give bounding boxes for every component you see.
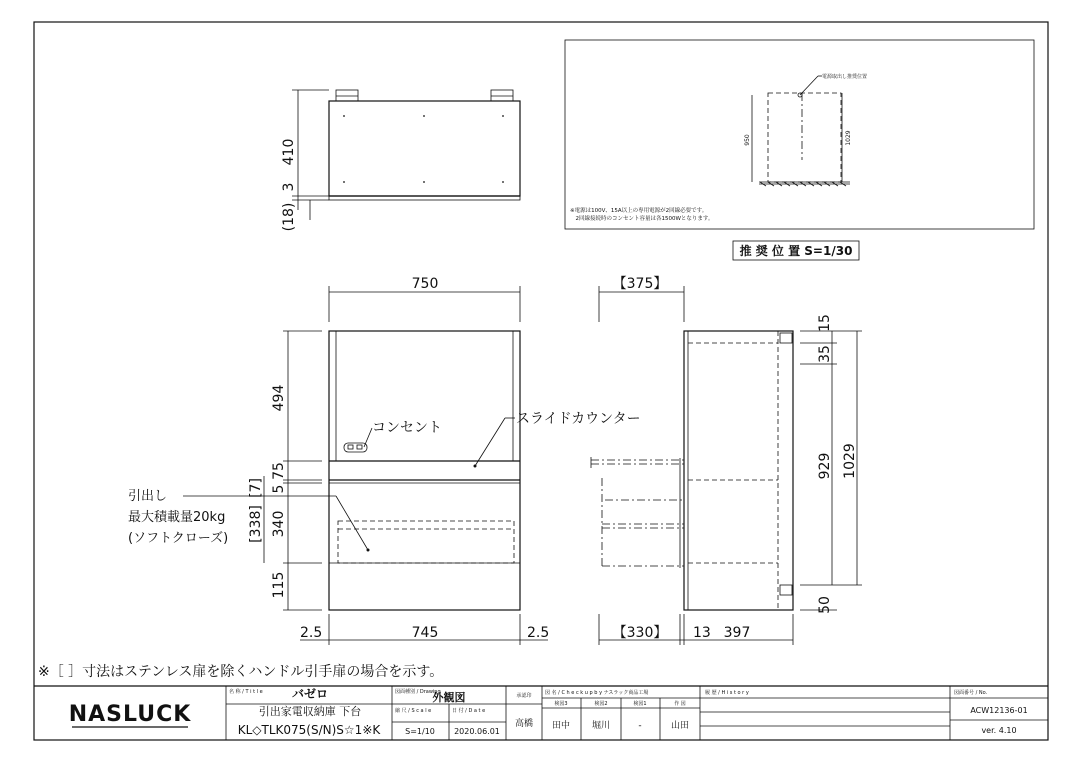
- dim-top-410: 410: [281, 138, 297, 166]
- check-val-1: 田中: [551, 721, 571, 731]
- logo: NASLUCK: [68, 702, 192, 727]
- dim-bw-745: 745: [411, 625, 439, 641]
- title-sub: 引出家電収納庫 下台: [258, 705, 362, 718]
- scale-value: S=1/10: [405, 727, 435, 736]
- front-view: [128, 276, 641, 645]
- check-col-3: 検図1: [633, 701, 647, 707]
- title-block: [34, 686, 1048, 740]
- check-val-2: 堀川: [591, 721, 611, 731]
- version: ver. 4.10: [981, 726, 1017, 735]
- title-label: 名 称 / T i t l e: [229, 689, 263, 695]
- check-val-4: 山田: [670, 721, 690, 731]
- rec-note-1: ※電源は100V、15A以上の専用電源が2回線必要です。: [570, 208, 708, 214]
- dim-r-35: 35: [817, 345, 833, 363]
- dim-h-338: [338]: [248, 505, 264, 543]
- dim-h-115: 115: [271, 571, 287, 599]
- drawing-value: 外観図: [432, 691, 466, 704]
- history-label: 履 歴 / H i s t o r y: [705, 690, 749, 696]
- check-col-2: 検図2: [594, 701, 608, 707]
- check-col-4: 作 図: [674, 701, 686, 707]
- label-drawer-1: 引出し: [128, 489, 168, 504]
- check-col-1: 検図3: [554, 701, 568, 707]
- date-value: 2020.06.01: [454, 727, 500, 736]
- recommend-box: [565, 40, 1034, 260]
- side-view: [591, 276, 862, 645]
- dim-side-330: 【330】: [612, 625, 668, 641]
- rec-caption: 推 奨 位 置 S=1/30: [739, 244, 853, 258]
- dim-bw-2-5b: 2.5: [527, 625, 550, 641]
- date-label: 日 付 / D a t e: [452, 708, 486, 714]
- dim-side-375: 【375】: [612, 276, 668, 292]
- dim-r-1029: 1029: [842, 443, 858, 479]
- rec-dim-950: 950: [744, 134, 751, 146]
- outlet-icon: [344, 443, 367, 452]
- dim-top-18: (18): [281, 202, 297, 232]
- dim-r-15: 15: [817, 314, 833, 332]
- drawing-no-label: 図面番号 / No.: [954, 690, 988, 696]
- dim-side-397: 397: [723, 625, 751, 641]
- check-label: 図 名 / C h e c k u p b y ナスラック商品工場: [545, 690, 649, 696]
- outlet-pos-label: 電源取出し推奨位置: [822, 74, 868, 80]
- dim-h-494: 494: [271, 384, 287, 412]
- dim-h-340: 340: [271, 510, 287, 538]
- dim-h-75: 75: [271, 462, 287, 480]
- footnote: ※［ ］寸法はステンレス扉を除くハンドル引手扉の場合を示す。: [38, 664, 444, 680]
- drawing-label: 図面種別 / Drawing: [395, 689, 441, 695]
- label-drawer-3: (ソフトクローズ): [128, 531, 229, 546]
- dim-w-750: 750: [411, 276, 439, 292]
- dim-h-5: 5: [271, 484, 287, 494]
- dim-bw-2-5a: 2.5: [300, 625, 323, 641]
- dim-r-929: 929: [817, 452, 833, 480]
- label-drawer-2: 最大積載量20kg: [128, 510, 226, 525]
- approver-label: 承認印: [516, 693, 532, 699]
- drawing-no-value: ACW12136-01: [970, 706, 1028, 715]
- dim-r-50: 50: [817, 596, 833, 614]
- label-outlet: コンセント: [372, 420, 442, 436]
- approver-value: 高橋: [514, 719, 534, 729]
- dim-side-13: 13: [693, 625, 711, 641]
- dim-h-7: [7]: [248, 478, 264, 498]
- dim-top-3: 3: [281, 182, 297, 192]
- label-slide-counter: スライドカウンター: [516, 411, 641, 427]
- scale-label: 縮 尺 / S c a l e: [395, 708, 432, 714]
- rec-dim-1029: 1029: [845, 130, 852, 146]
- model-number: KL◇TLK075(S/N)S☆1※K: [237, 723, 381, 737]
- title-name: バゼロ: [291, 687, 329, 701]
- rec-note-2: 2回線接続時のコンセント容量は各1500Wとなります。: [570, 216, 714, 222]
- top-view: [281, 90, 520, 231]
- check-val-3: -: [638, 721, 642, 731]
